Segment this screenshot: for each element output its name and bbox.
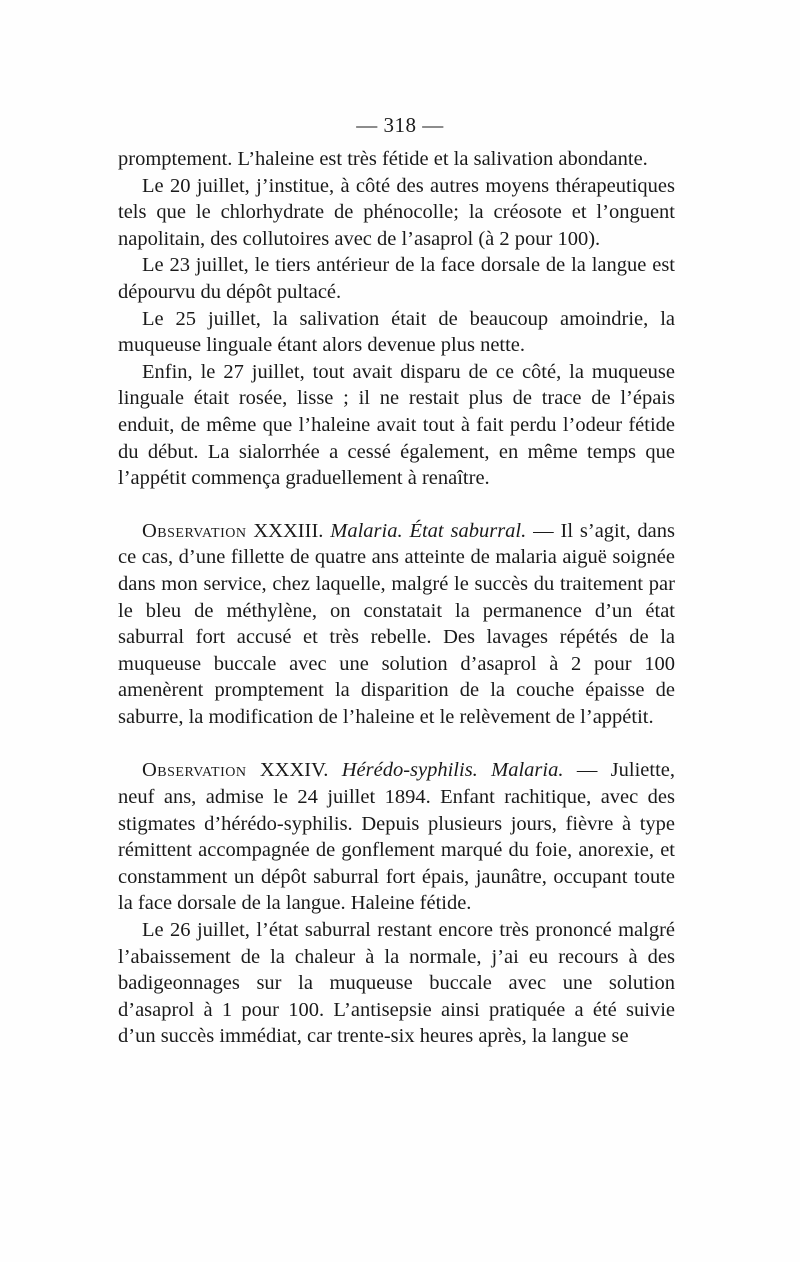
observation-body: — Il s’agit, dans ce cas, d’une fillette de quatre ans atteinte de malaria aiguë soignée dans mon service, chez laquelle, malgré le succès du traitement par le bleu de méthylène, on constatait la permanence d’un état saburral fort accusé et très rebelle. Des lavages répétés de la muqueuse buccale avec une solution d’asaprol à 2 pour 100 amenèrent promptement la disparition de la couche épaisse de saburre, la modification de l’haleine et le relèvement de l’appétit. — [118, 519, 676, 728]
observation-33 — [118, 518, 675, 731]
paragraph: Le 26 juillet, l’état saburral restant encore très prononcé malgré l’abaissement de la chaleur à la normale, j’ai eu recours à des badigeonnages sur la muqueuse buccale avec une solution d’asaprol à 1 pour 100. L’antisepsie ainsi pratiquée a été suivie d’un succès immédiat, car trente-six heures après, la langue se — [118, 919, 675, 1048]
page-number: — 318 — — [356, 113, 444, 137]
observation-34 — [118, 757, 675, 917]
observation-number: XXXIV. — [259, 759, 329, 782]
observation-title: Malaria. État saburral. — [330, 519, 527, 542]
paragraph: Enfin, le 27 juillet, tout avait disparu de ce côté, la muqueuse linguale était rosée, lisse ; il ne restait plus de trace de l’épais enduit, de même que l’haleine avait tout à fait perdu l’odeur fétide du début. La sialorrhée a cessé également, en même temps que l’appétit commença graduellement à renaître. — [118, 360, 675, 490]
paragraph: Le 20 juillet, j’institue, à côté des autres moyens thérapeutiques tels que le chlorhydrate de phénocolle; la créosote et l’onguent napolitain, des collutoires avec de l’asaprol (à 2 pour 100). — [118, 174, 675, 250]
paragraph: Le 23 juillet, le tiers antérieur de la face dorsale de la langue est dépourvu du dépôt pultacé. — [118, 254, 675, 303]
observation-label: Observation — [142, 759, 247, 782]
body-text — [118, 146, 675, 1050]
observation-title: Hérédo-syphilis. Malaria. — [341, 759, 564, 782]
observation-body: — Juliette, neuf ans, admise le 24 juillet 1894. Enfant rachitique, avec des stigmates d’hérédo-syphilis. Depuis plusieurs jours, fièvre à type rémittent accompagnée de gonflement marqué du foie, anorexie, et constamment un dépôt saburral fort épais, jaunâtre, occupant toute la face dorsale de la langue. Haleine fétide. — [118, 759, 675, 915]
paragraph-continuation: promptement. L’haleine est très fétide et la salivation abondante. — [118, 148, 648, 170]
observation-label: Observation — [142, 519, 247, 542]
paragraph: Le 25 juillet, la salivation était de beaucoup amoindrie, la muqueuse linguale étant alors devenue plus nette. — [118, 307, 675, 357]
observation-number: XXXIII. — [253, 519, 324, 542]
